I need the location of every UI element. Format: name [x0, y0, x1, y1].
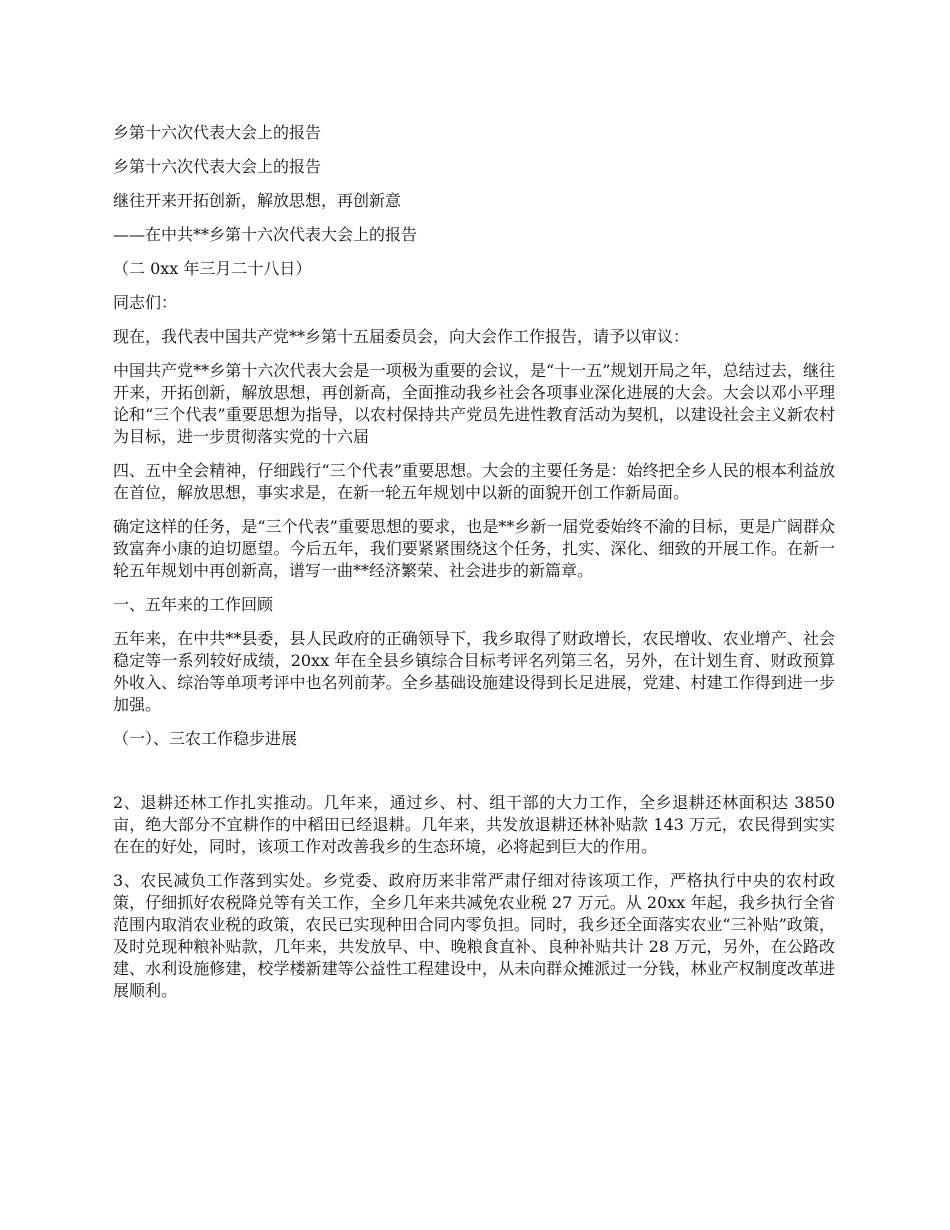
document-title-repeat: 乡第十六次代表大会上的报告 — [113, 157, 322, 176]
paragraph-five-year-review: 五年来，在中共**县委，县人民政府的正确领导下，我乡取得了财政增长，农民增收、农业增产、社会稳定等一系列较好成绩，20xx 年在全县乡镇综合目标考评名列第三名，另外，在计划生育、财政预算外收入、综治等单项考评中也名列前茅。全乡基础设施建设得到长足进展，党建、村建工作得到进一步加强。 — [113, 629, 835, 714]
paragraph-congress-significance: 中国共产党**乡第十六次代表大会是一项极为重要的会议，是“十一五”规划开局之年，总结过去，继往开来，开拓创新，解放思想，再创新高，全面推动我乡社会各项事业深化进展的大会。大会以邓小平理论和“三个代表”重要思想为指导，以农村保持共产党员先进性教育活动为契机，以建设社会主义新农村为目标，进一步贯彻落实党的十六届 — [113, 361, 835, 446]
paragraph-intro: 现在，我代表中国共产党**乡第十五届委员会，向大会作工作报告，请予以审议： — [113, 327, 690, 346]
blank-gap — [113, 762, 835, 792]
paragraph-task-purpose: 确定这样的任务，是“三个代表”重要思想的要求，也是**乡新一届党委始终不渝的目标，更是广阔群众致富奔小康的迫切愿望。今后五年，我们要紧紧围绕这个任务，扎实、深化、细致的开展工作。在新一轮五年规划中再创新高，谱写一曲**经济繁荣、社会进步的新篇章。 — [113, 517, 835, 580]
report-date: （二 0xx 年三月二十八日） — [113, 259, 312, 278]
paragraph-farmer-burden: 3、农民减负工作落到实处。乡党委、政府历来非常严肃仔细对待该项工作，严格执行中央的农村政策，仔细抓好农税降兑等有关工作，全乡几年来共减免农业税 27 万元。从 20xx 年起，我乡执行全省范围内取消农业税的政策，农民已实现种田合同内零负担。同时，我乡还全面落实农业“三补贴”政策，及时兑现种粮补贴款，几年来，共发放早、中、晚粮食直补、良种补贴共计 28 万元，另外，在公路改建、水利设施修建，校学楼新建等公益性工程建设中，从未向群众摊派过一分钱，林业产权制度改革进展顺利。 — [113, 871, 835, 1000]
paragraph-reforestation: 2、退耕还林工作扎实推动。几年来，通过乡、村、组干部的大力工作，全乡退耕还林面积达 3850 亩，绝大部分不宜耕作的中稻田已经退耕。几年来，共发放退耕还林补贴款 143 万元，农民得到实实在在的好处，同时，该项工作对改善我乡的生态环境，必将起到巨大的作用。 — [113, 793, 835, 856]
subsection-heading-agriculture: （一）、三农工作稳步进展 — [113, 729, 298, 748]
paragraph-main-task: 四、五中全会精神，仔细践行“三个代表”重要思想。大会的主要任务是：始终把全乡人民的根本利益放在首位，解放思想，事实求是，在新一轮五年规划中以新的面貌开创工作新局面。 — [113, 461, 835, 502]
document-title: 乡第十六次代表大会上的报告 — [113, 123, 322, 142]
report-headline: 继往开来开拓创新，解放思想，再创新意 — [113, 191, 402, 210]
document-page — [113, 122, 835, 1014]
report-subtitle: ——在中共**乡第十六次代表大会上的报告 — [113, 225, 418, 244]
salutation: 同志们： — [113, 293, 178, 312]
section-heading-review: 一、五年来的工作回顾 — [113, 595, 274, 614]
